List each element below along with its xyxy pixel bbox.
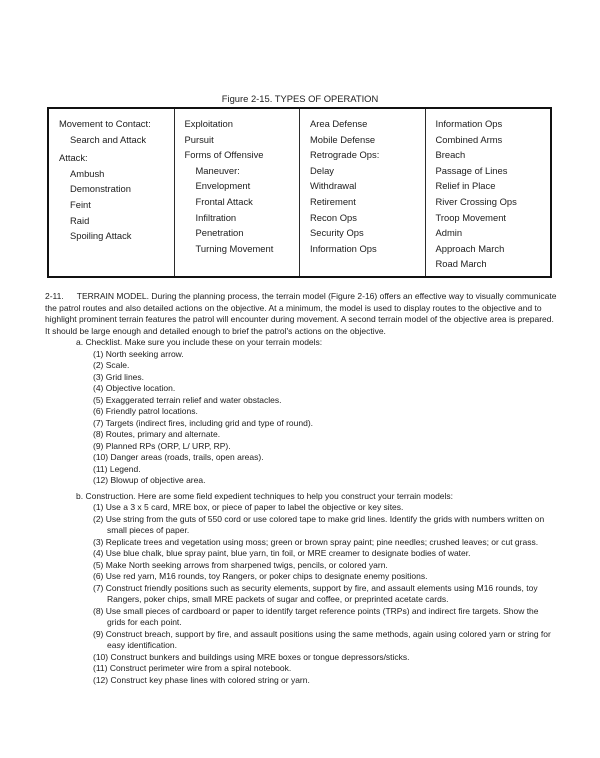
table-line: Retrograde Ops: <box>310 149 380 161</box>
table-line: Envelopment <box>195 180 251 192</box>
list-item: (11) Construct perimeter wire from a spiral notebook. <box>93 663 292 673</box>
list-item: (12) Blowup of objective area. <box>93 475 206 485</box>
list-item: (9) Construct breach, support by fire, and assault positions using the same methods, again using colored yarn or string for easy identification. <box>93 628 551 650</box>
table-column-2 <box>174 109 300 276</box>
table-line: Road March <box>435 258 487 270</box>
table-line: Delay <box>310 164 334 176</box>
table-line: Infiltration <box>195 211 237 223</box>
table-line: Relief in Place <box>435 180 496 192</box>
table-line: Movement to Contact: <box>59 118 151 129</box>
table-line: Demonstration <box>70 183 131 195</box>
table-column-4 <box>425 109 551 276</box>
table-line: Pursuit <box>184 133 214 145</box>
list-item: (10) Danger areas (roads, trails, open areas). <box>93 452 264 462</box>
list-item: (12) Construct key phase lines with colored string or yarn. <box>93 674 310 685</box>
list-item: (8) Use small pieces of cardboard or paper to identify target reference points (TRPs) and indirect fire targets. Show the grids for each point. <box>93 605 539 627</box>
table-line: Turning Movement <box>195 242 274 254</box>
list-item: (2) Scale. <box>93 360 130 370</box>
list-item: (4) Use blue chalk, blue spray paint, blue yarn, tin foil, or MRE creamer to designate bodies of water. <box>93 548 471 558</box>
table-line: Exploitation <box>184 118 233 129</box>
list-item: (8) Routes, primary and alternate. <box>93 429 221 439</box>
table-line: Recon Ops <box>310 211 357 223</box>
list-item: (3) Replicate trees and vegetation using moss; green or brown spray paint; pine needles; crushed leaves; or cut grass. <box>93 536 539 547</box>
table-line: Spoiling Attack <box>70 230 132 242</box>
types-of-operation-table <box>47 107 552 278</box>
table-line: Information Ops <box>310 242 377 254</box>
list-item: (7) Targets (indirect fires, including grid and type of round). <box>93 417 314 428</box>
list-item: (7) Construct friendly positions such as security elements, support by fire, and assault elements using M16 rounds, toy Rangers, poker chips, small MRE packets of sugar and coffee, or preprinted acetate cards. <box>93 582 538 604</box>
table-line: Mobile Defense <box>310 133 376 145</box>
table-line: Maneuver: <box>195 164 240 176</box>
figure-caption: Figure 2-15. TYPES OF OPERATION <box>221 93 379 104</box>
list-item: (11) Legend. <box>93 463 141 474</box>
paragraph-number: 2-11. <box>45 291 64 301</box>
table-column-1 <box>49 109 174 276</box>
list-item: (10) Construct bunkers and buildings using MRE boxes or tongue depressors/sticks. <box>93 651 410 662</box>
table-line: Search and Attack <box>70 133 147 145</box>
paragraph-2-11 <box>45 291 557 337</box>
table-line: Frontal Attack <box>195 195 253 207</box>
section-b-list <box>45 502 557 686</box>
body-content <box>45 291 557 686</box>
table-line: Penetration <box>195 227 244 239</box>
list-item: (1) North seeking arrow. <box>93 348 184 359</box>
table-column-3 <box>299 109 425 276</box>
list-item: (5) Exaggerated terrain relief and water obstacles. <box>93 394 282 405</box>
table-line: Approach March <box>435 242 505 254</box>
list-item: (2) Use string from the guts of 550 cord or use colored tape to make grid lines. Identify the grids with numbers written on small pieces of paper. <box>93 513 545 535</box>
list-item: (3) Grid lines. <box>93 371 145 382</box>
table-line: Forms of Offensive <box>184 149 264 161</box>
table-line: Ambush <box>70 167 105 179</box>
table-line: River Crossing Ops <box>435 195 517 207</box>
list-item: (6) Friendly patrol locations. <box>93 406 198 416</box>
table-line: Security Ops <box>310 227 364 239</box>
list-item: (6) Use red yarn, M16 rounds, toy Rangers, or poker chips to designate enemy positions. <box>93 571 428 581</box>
list-item: (4) Objective location. <box>93 383 176 393</box>
table-line: Withdrawal <box>310 180 357 192</box>
paragraph-title: TERRAIN MODEL. <box>76 291 150 301</box>
list-item: (5) Make North seeking arrows from sharpened twigs, pencils, or colored yarn. <box>93 559 388 570</box>
section-a-heading: a. Checklist. Make sure you include these on your terrain models: <box>76 337 323 347</box>
table-line: Troop Movement <box>435 211 507 223</box>
paragraph-body: During the planning process, the terrain model (Figure 2-16) offers an effective way to visually communicate the patrol routes and also detailed actions on the objective. At a minimum, the model is used to display routes to the objective and to highlight prominent terrain features the patrol will encounter during movement. A second terrain model of the objective area is prepared. It should be large enough and detailed enough to brief the patrol's actions on the objective. <box>45 291 557 336</box>
section-a-list <box>45 349 557 487</box>
table-line: Feint <box>70 198 91 210</box>
table-line: Attack: <box>59 152 88 164</box>
table-line: Combined Arms <box>435 133 503 145</box>
table-line: Information Ops <box>435 118 503 129</box>
list-item: (1) Use a 3 x 5 card, MRE box, or piece of paper to label the objective or key sites. <box>93 502 404 512</box>
table-line: Raid <box>70 214 90 226</box>
list-item: (9) Planned RPs (ORP, L/ URP, RP). <box>93 440 231 451</box>
table-line: Area Defense <box>310 118 368 129</box>
table-line: Retirement <box>310 195 356 207</box>
table-line: Admin <box>435 227 463 239</box>
table-line: Passage of Lines <box>435 164 508 176</box>
table-line: Breach <box>435 149 466 161</box>
section-b-heading: b. Construction. Here are some field expedient techniques to help you construct your terrain models: <box>76 490 454 501</box>
